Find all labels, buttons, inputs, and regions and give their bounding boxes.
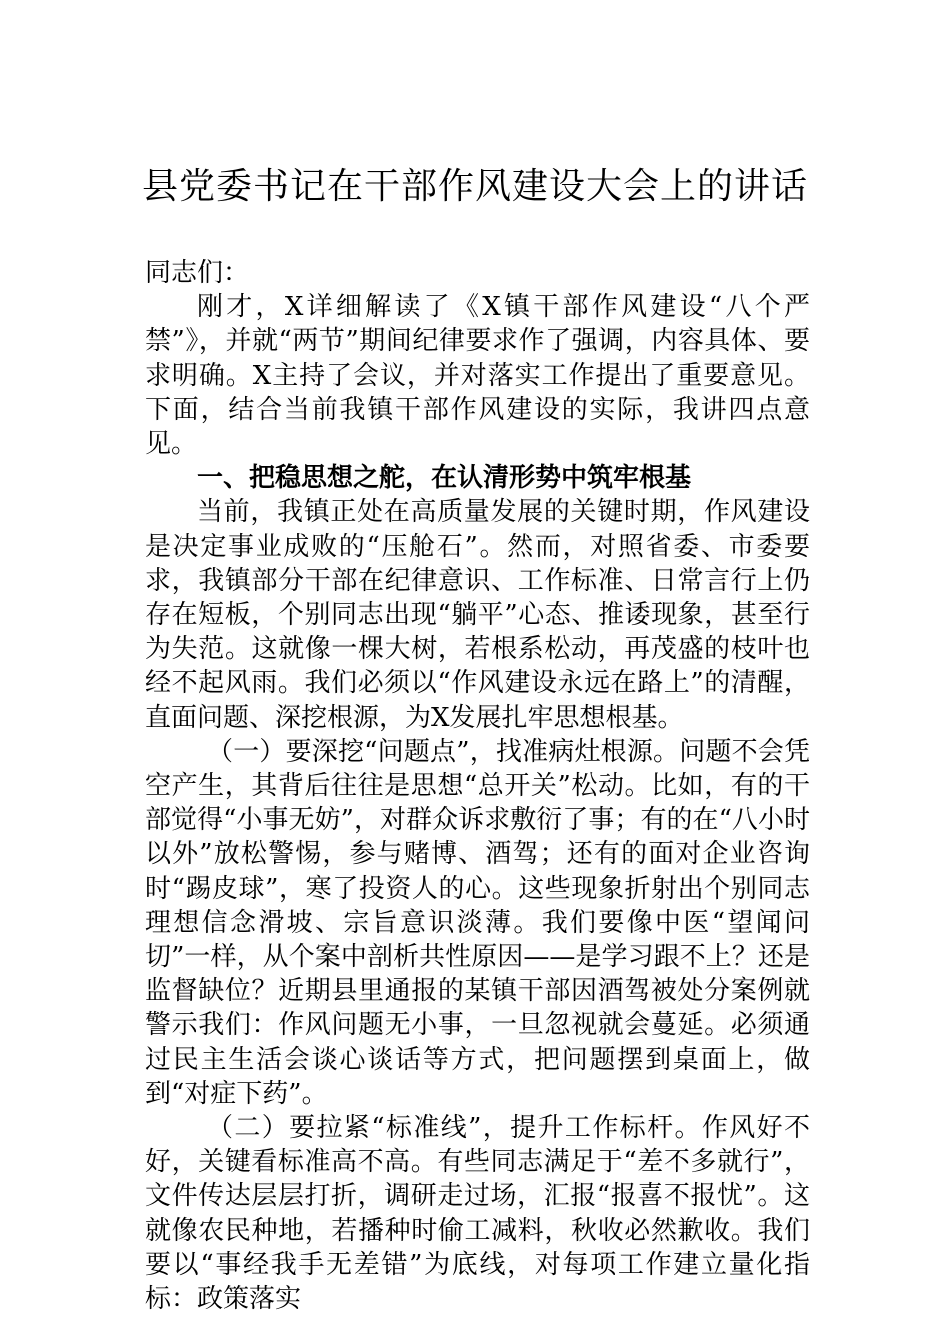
paragraph-subpoint-1: （一）要深挖“问题点”，找准病灶根源。问题不会凭空产生，其背后往往是思想“总开关”松动。比如，有的干部觉得“小事无妨”，对群众诉求敷衍了事；有的在“八小时以外”放松警惕，参与赌博、酒驾；还有的面对企业咨询时“踢皮球”，寒了投资人的心。这些现象折射出个别同志理想信念滑坡、宗旨意识淡薄。我们要像中医“望闻问切”一样，从个案中剖析共性原因——是学习跟不上？还是监督缺位？近期县里通报的某镇干部因酒驾被处分案例就警示我们：作风问题无小事，一旦忽视就会蔓延。必须通过民主生活会谈心谈话等方式，把问题摆到桌面上，做到“对症下药”。 (145, 736, 810, 1109)
paragraph-subpoint-2: （二）要拉紧“标准线”，提升工作标杆。作风好不好，关键看标准高不高。有些同志满足于“差不多就行”，文件传达层层打折，调研走过场，汇报“报喜不报忧”。这就像农民种地，若播种时偷工减料，秋收必然歉收。我们要以“事经我手无差错”为底线，对每项工作建立量化指标：政策落实 (145, 1113, 810, 1315)
section-heading-1: 一、把稳思想之舵，在认清形势中筑牢根基 (197, 463, 692, 494)
paragraph-context: 当前，我镇正处在高质量发展的关键时期，作风建设是决定事业成败的“压舱石”。然而，对照省委、市委要求，我镇部分干部在纪律意识、工作标准、日常言行上仍存在短板，个别同志出现“躺平”心态、推诿现象，甚至行为失范。这就像一棵大树，若根系松动，再茂盛的枝叶也经不起风雨。我们必须以“作风建设永远在路上”的清醒，直面问题、深挖根源，为X发展扎牢思想根基。 (145, 497, 810, 733)
salutation: 同志们： (145, 258, 250, 288)
document-title: 县党委书记在干部作风建设大会上的讲话 (141, 166, 808, 207)
paragraph-intro: 刚才，X详细解读了《X镇干部作风建设“八个严禁”》，并就“两节”期间纪律要求作了强调，内容具体、要求明确。X主持了会议，并对落实工作提出了重要意见。下面，结合当前我镇干部作风建设的实际，我讲四点意见。 (145, 292, 810, 460)
document-body (145, 256, 810, 1316)
